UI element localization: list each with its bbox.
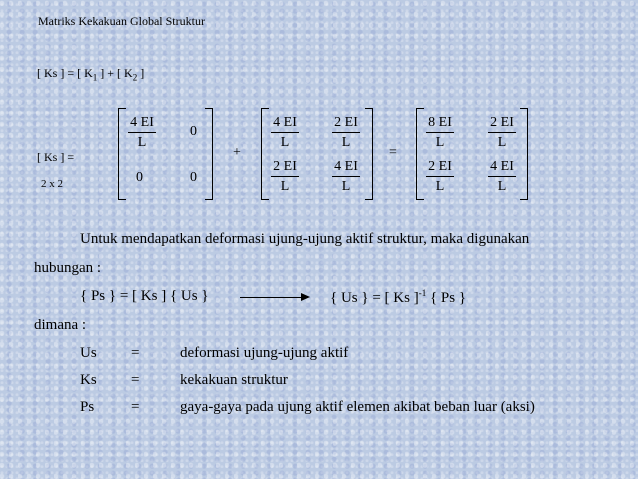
matrix2-a11: 4 EI L	[271, 114, 299, 151]
matrix1-a11: 4 EI L	[128, 114, 156, 151]
equals-sign: =	[389, 145, 397, 160]
def-symbol-us: Us	[80, 345, 97, 361]
matrix3-left-bracket	[416, 108, 424, 200]
def-symbol-ks: Ks	[80, 372, 97, 388]
matrix3-a22: 4 EI L	[488, 158, 516, 195]
def-desc-ps: gaya-gaya pada ujung aktif elemen akibat beban luar (aksi)	[180, 399, 535, 415]
def-symbol-ps: Ps	[80, 399, 95, 415]
def-desc-us: deformasi ujung-ujung aktif	[180, 345, 349, 361]
matrix2-left-bracket	[261, 108, 269, 200]
ks-label: [ Ks ] =	[37, 150, 75, 164]
right-arrow-icon	[240, 297, 308, 298]
ks-term: [ Ks ]	[37, 66, 65, 80]
matrix1-left-bracket	[118, 108, 126, 200]
k2-prefix: + [ K	[107, 66, 133, 80]
matrix2-a21: 2 EI L	[271, 158, 299, 195]
matrix3-a12: 2 EI L	[488, 114, 516, 151]
def-equals-ks: =	[131, 372, 140, 388]
relation-us: { Us } = [ Ks ]	[330, 290, 419, 306]
dimana-label: dimana :	[34, 317, 87, 333]
matrix1-a22: 0	[190, 170, 197, 185]
matrix2-a22: 4 EI L	[332, 158, 360, 195]
equation-sum	[37, 66, 144, 82]
matrix1-a21: 0	[136, 170, 143, 185]
matrix1-a12: 0	[190, 124, 197, 139]
k1-sub: 1	[92, 72, 98, 83]
matrix1-right-bracket	[205, 108, 213, 200]
relation-ps: { Ps }	[426, 290, 467, 306]
k1-close: ]	[100, 66, 105, 80]
relation-right	[330, 288, 466, 307]
plus-sign: +	[233, 145, 241, 160]
matrix3-right-bracket	[520, 108, 528, 200]
page-title: Matriks Kekakuan Global Struktur	[38, 14, 205, 28]
matrix2-a12: 2 EI L	[332, 114, 360, 151]
k2-close: ]	[140, 66, 145, 80]
k2-sub: 2	[132, 72, 138, 83]
matrix3-a21: 2 EI L	[426, 158, 454, 195]
relation-left: { Ps } = [ Ks ] { Us }	[80, 288, 209, 304]
paragraph-line2: hubungan :	[34, 260, 102, 276]
def-equals-us: =	[131, 345, 140, 361]
def-desc-ks: kekakuan struktur	[180, 372, 288, 388]
matrix2-right-bracket	[365, 108, 373, 200]
def-equals-ps: =	[131, 399, 140, 415]
paragraph-line1: Untuk mendapatkan deformasi ujung-ujung aktif struktur, maka digunakan	[80, 231, 530, 247]
inverse-superscript: -1	[418, 288, 427, 298]
matrix3-a11: 8 EI L	[426, 114, 454, 151]
matrix-dimension: 2 x 2	[41, 178, 63, 190]
k1-prefix: = [ K	[67, 66, 93, 80]
